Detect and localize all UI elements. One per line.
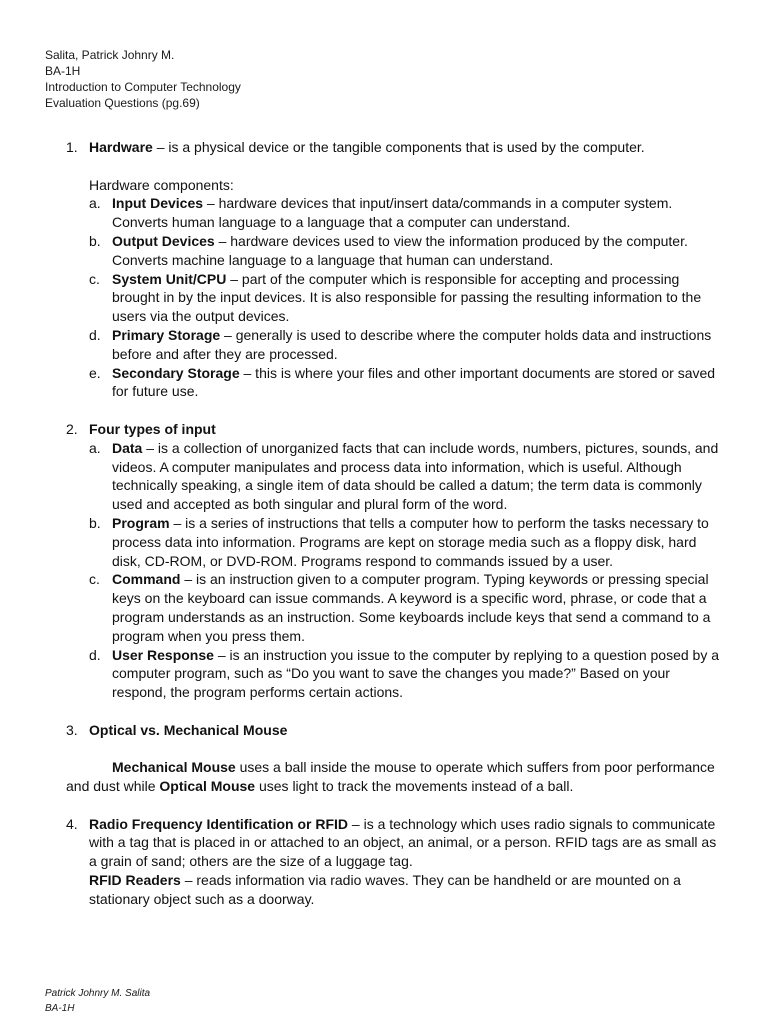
footer-name: Patrick Johnry M. Salita [45, 988, 151, 999]
question-2 [66, 420, 726, 702]
student-name: Salita, Patrick Johnry M. [45, 48, 175, 62]
question-4 [66, 815, 726, 909]
assignment-title: Evaluation Questions (pg.69) [45, 96, 200, 110]
question-number: 2. [66, 420, 78, 437]
question-number: 1. [66, 139, 78, 155]
student-section: BA-1H [45, 64, 81, 78]
answer-paragraph: Mechanical Mouse uses a ball inside the mouse to operate which suffers from poor performance and dust while Optical Mouse uses light to track the movements instead of a ball. [66, 759, 715, 795]
question-title: Four types of input [89, 420, 216, 437]
list-item: e. Secondary Storage – this is where your files and other important documents are stored or saved for future use. [89, 364, 716, 400]
question-3 [66, 721, 726, 796]
list-item: c. Command – is an instruction given to a computer program. Typing keywords or pressing special keys on the keyboard can issue commands. A keyword is a specific word, phrase, or code that a program understands as an instruction. Some keyboards include keys that send a command to a program when you press them. [89, 571, 711, 644]
answer-paragraph: RFID Readers – reads information via radio waves. They can be handheld or are mounted on a stationary object such as a doorway. [89, 872, 681, 907]
document-header [45, 47, 241, 111]
list-intro: Hardware components: [89, 176, 234, 193]
list-item: b. Program – is a series of instructions that tells a computer how to perform the tasks necessary to process data into information. Programs are kept on storage media such as a floppy disk, hard disk, CD-ROM, or DVD-ROM. Programs respond to commands issued by a user. [89, 514, 709, 569]
list-item: c. System Unit/CPU – part of the computer which is responsible for accepting and processing brought in by the input devices. It is also responsible for passing the resulting information to the users via the output devices. [89, 270, 702, 325]
footer-section: BA-1H [45, 1003, 75, 1014]
question-title: Optical vs. Mechanical Mouse [89, 721, 288, 738]
course-title: Introduction to Computer Technology [45, 80, 241, 94]
list-item: d. User Response – is an instruction you issue to the computer by replying to a question posed by a computer program, such as “Do you want to save the changes you made?” Based on your respond, the program performs certain actions. [89, 646, 720, 701]
question-text: – is a physical device or the tangible components that is used by the computer. [152, 139, 645, 155]
list-item: b. Output Devices – hardware devices used to view the information produced by the computer. Converts machine language to a language that human can understand. [89, 232, 688, 268]
question-1 [66, 138, 726, 401]
list-item: a. Input Devices – hardware devices that input/insert data/commands in a computer system. Converts human language to a language that a computer can understand. [89, 195, 673, 231]
question-number: 3. [66, 721, 78, 738]
document-footer [45, 986, 150, 1016]
document-body [66, 138, 726, 909]
list-item: d. Primary Storage – generally is used to describe where the computer holds data and instructions before and after they are processed. [89, 326, 712, 362]
list-item: a. Data – is a collection of unorganized facts that can include words, numbers, pictures, sounds, and videos. A computer manipulates and process data into information, which is useful. Although technically speaking, a single item of data should be called a datum; the term data is commonly used and accepted as both singular and plural form of the word. [89, 439, 719, 513]
question-term: Hardware [89, 139, 153, 155]
question-number: 4. [66, 815, 78, 832]
answer-paragraph: Radio Frequency Identification or RFID – is a technology which uses radio signals to communicate with a tag that is placed in or attached to an object, an animal, or a person. RFID tags are as small as a grain of sand; others are the size of a luggage tag. [89, 815, 717, 870]
